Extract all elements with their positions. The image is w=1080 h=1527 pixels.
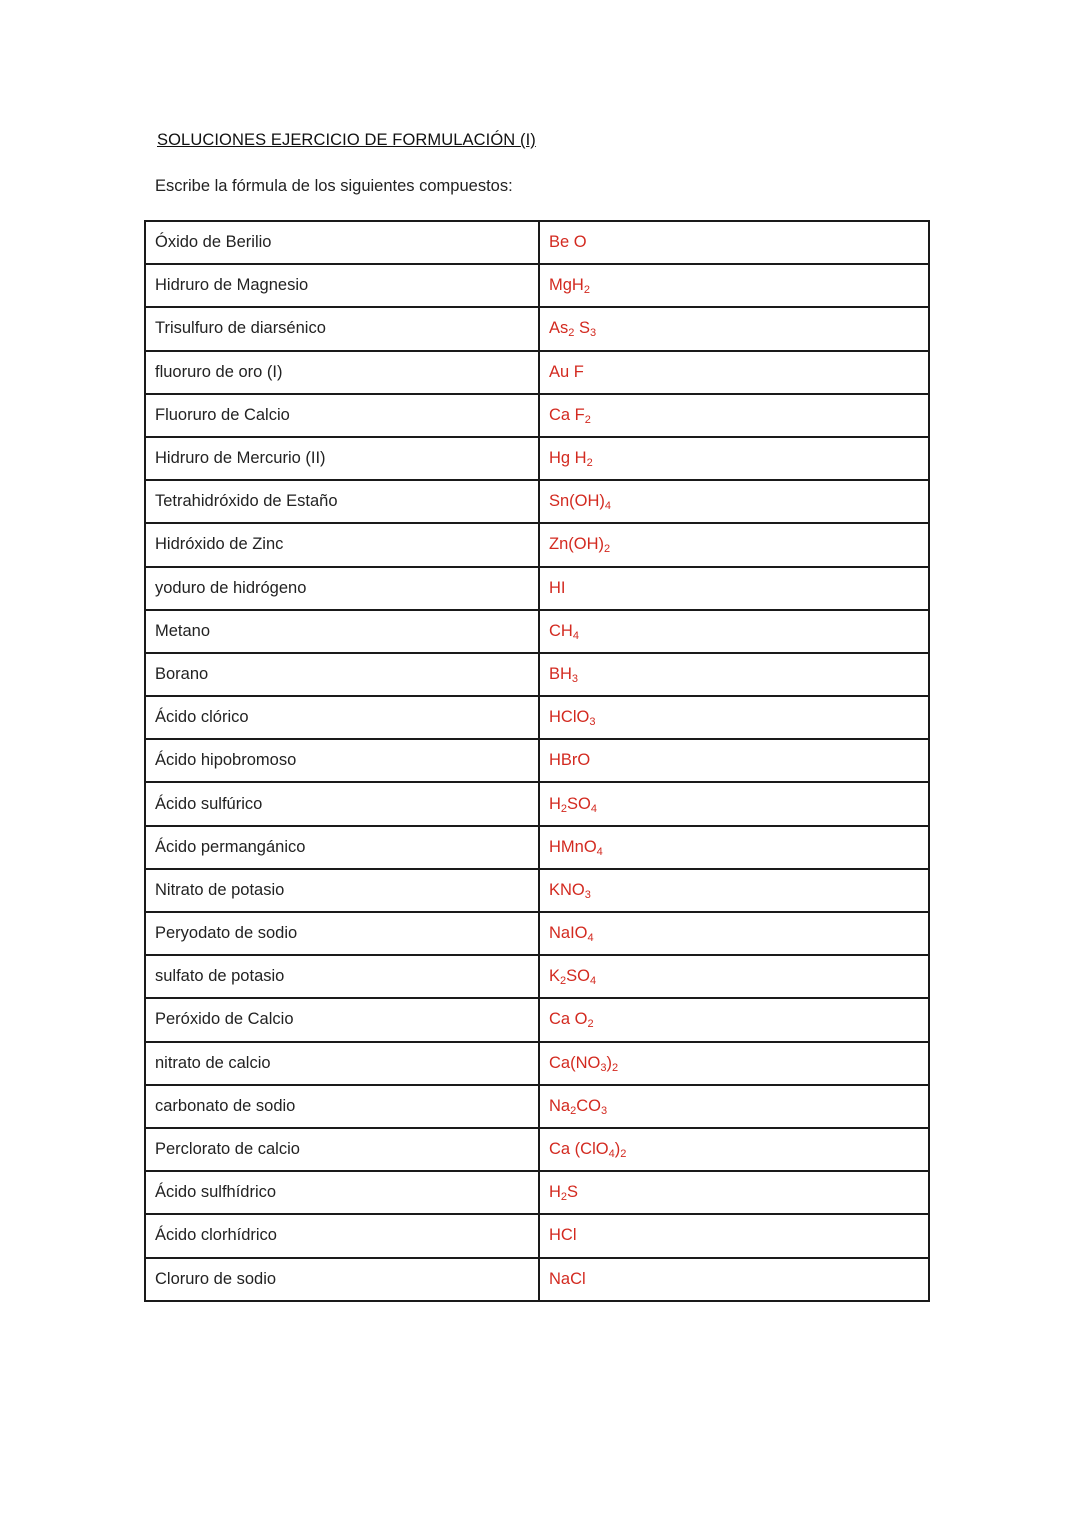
table-row [145,826,929,869]
table-row [145,610,929,653]
compound-formula-cell: $Na_2CO_3$ [539,1085,929,1128]
compound-name-cell: Ácido clórico [145,696,539,739]
compound-formula-cell: $KNO_3$ [539,869,929,912]
compound-formula-cell: NaIO$_4$ [539,912,929,955]
formula-table-body [145,221,929,1301]
table-row [145,1258,929,1301]
table-row [145,351,929,394]
compound-name-cell: Tetrahidróxido de Estaño [145,480,539,523]
compound-formula-cell: $K_2SO_4$ [539,955,929,998]
table-row [145,869,929,912]
compound-formula-cell: $CH_4$ [539,610,929,653]
table-row [145,307,929,350]
compound-name-cell: Ácido clorhídrico [145,1214,539,1257]
compound-formula-cell: Ca $(ClO_4)_2$ [539,1128,929,1171]
compound-name-cell: Trisulfuro de diarsénico [145,307,539,350]
table-row [145,739,929,782]
compound-formula-cell: HBrO [539,739,929,782]
table-row [145,567,929,610]
compound-name-cell: sulfato de potasio [145,955,539,998]
compound-name-cell: Ácido sulfúrico [145,782,539,825]
compound-formula-cell: $Zn(OH)_2$ [539,523,929,566]
compound-formula-cell: $Sn(OH)_4$ [539,480,929,523]
table-row [145,782,929,825]
compound-name-cell: Perclorato de calcio [145,1128,539,1171]
table-row [145,653,929,696]
compound-name-cell: carbonato de sodio [145,1085,539,1128]
compound-formula-cell: $Ca(NO_3)_2$ [539,1042,929,1085]
compound-name-cell: Ácido permangánico [145,826,539,869]
table-row [145,1042,929,1085]
table-row [145,264,929,307]
compound-formula-cell: $H_2S$ [539,1171,929,1214]
compound-formula-cell: MgH$_2$ [539,264,929,307]
compound-name-cell: Ácido sulfhídrico [145,1171,539,1214]
compound-name-cell: Hidruro de Mercurio (II) [145,437,539,480]
compound-formula-cell: HMnO$_4$ [539,826,929,869]
compound-name-cell: Hidruro de Magnesio [145,264,539,307]
compound-formula-cell: HI [539,567,929,610]
table-row [145,1214,929,1257]
table-row [145,394,929,437]
table-row [145,955,929,998]
compound-formula-cell: Au F [539,351,929,394]
compound-name-cell: Fluoruro de Calcio [145,394,539,437]
compound-formula-cell: Ca $F_2$ [539,394,929,437]
table-row [145,480,929,523]
compound-formula-cell: Be O [539,221,929,264]
compound-formula-cell: $H_2SO_4$ [539,782,929,825]
table-row [145,696,929,739]
page-title: SOLUCIONES EJERCICIO DE FORMULACIÓN (I) [157,131,536,149]
compound-formula-cell: NaCl [539,1258,929,1301]
compound-name-cell: Nitrato de potasio [145,869,539,912]
compound-name-cell: Borano [145,653,539,696]
formula-table [144,220,930,1302]
compound-name-cell: Hidróxido de Zinc [145,523,539,566]
compound-formula-cell: $As_2$ $S_3$ [539,307,929,350]
compound-formula-cell: HClO$_3$ [539,696,929,739]
compound-name-cell: Ácido hipobromoso [145,739,539,782]
table-row [145,221,929,264]
compound-formula-cell: HCl [539,1214,929,1257]
table-row [145,1085,929,1128]
compound-name-cell: Cloruro de sodio [145,1258,539,1301]
compound-formula-cell: $BH_3$ [539,653,929,696]
compound-formula-cell: Ca $O_2$ [539,998,929,1041]
compound-formula-cell: Hg $H_2$ [539,437,929,480]
compound-name-cell: Peryodato de sodio [145,912,539,955]
table-row [145,437,929,480]
table-row [145,1171,929,1214]
table-row [145,523,929,566]
compound-name-cell: Peróxido de Calcio [145,998,539,1041]
instruction-text: Escribe la fórmula de los siguientes compuestos: [155,177,513,195]
compound-name-cell: fluoruro de oro (I) [145,351,539,394]
compound-name-cell: Óxido de Berilio [145,221,539,264]
compound-name-cell: yoduro de hidrógeno [145,567,539,610]
compound-name-cell: Metano [145,610,539,653]
table-row [145,998,929,1041]
table-row [145,912,929,955]
compound-name-cell: nitrato de calcio [145,1042,539,1085]
table-row [145,1128,929,1171]
